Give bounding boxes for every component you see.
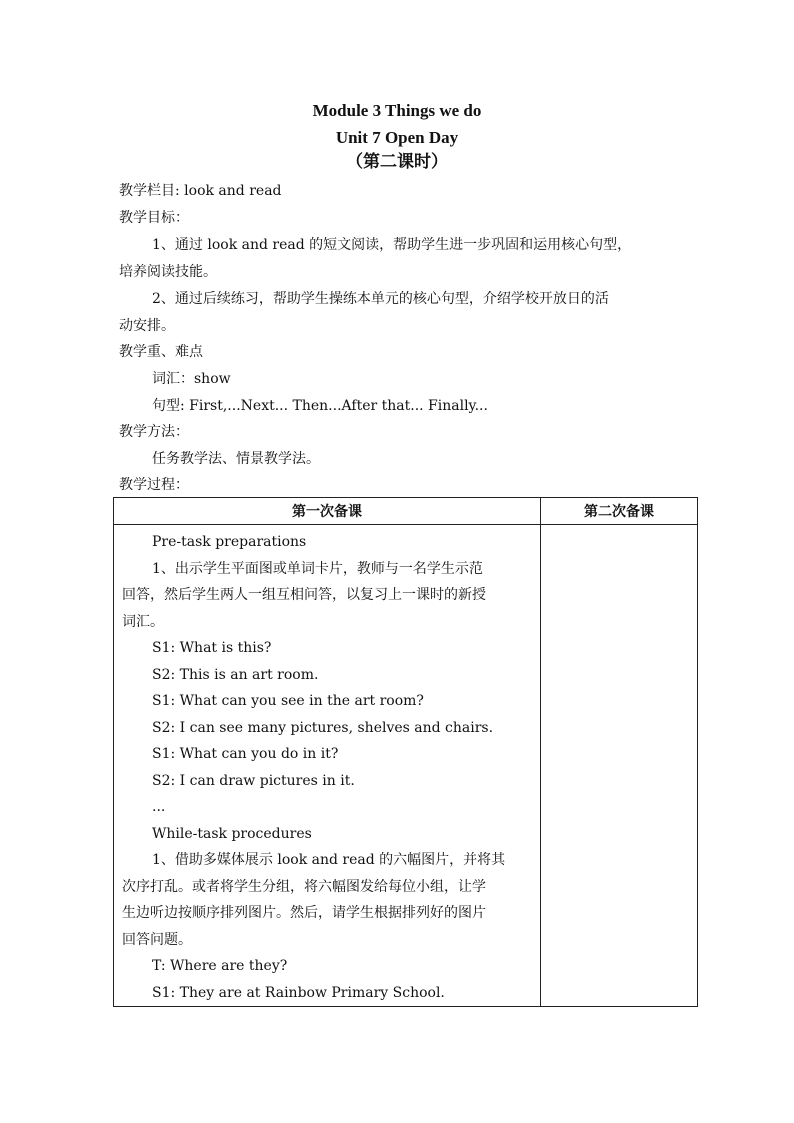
lesson-plan-table	[113, 497, 698, 1007]
first-prep-cell	[114, 525, 541, 1007]
first-prep-content	[114, 525, 540, 1006]
plan-line: S2: I can draw pictures in it.	[152, 772, 355, 789]
plan-line: T: Where are they?	[152, 958, 288, 974]
table-body-row	[114, 525, 698, 1007]
table-header-row	[114, 498, 698, 525]
second-prep-header: 第二次备课	[541, 498, 698, 525]
goal-1-line-1: 1、通过 look and read 的短文阅读，帮助学生进一步巩固和运用核心句型，	[152, 237, 632, 253]
section-label: 教学栏目: look and read	[119, 183, 282, 199]
module-title: Module 3 Things we do	[312, 101, 482, 120]
unit-title: Unit 7 Open Day	[335, 128, 459, 147]
goal-1-line-2: 培养阅读技能。	[119, 264, 217, 280]
plan-line: While-task procedures	[152, 825, 312, 842]
plan-line: 1、出示学生平面图或单词卡片，教师与一名学生示范	[152, 560, 483, 577]
key-points-label: 教学重、难点	[119, 344, 203, 360]
first-prep-header: 第一次备课	[114, 498, 541, 525]
goals-label: 教学目标：	[119, 210, 189, 226]
plan-line: S1: What can you see in the art room?	[152, 693, 424, 709]
plan-line: S2: I can see many pictures, shelves and chairs.	[152, 719, 494, 736]
second-prep-cell	[541, 525, 698, 1007]
plan-line: S2: This is an art room.	[152, 666, 319, 683]
plan-line: 词汇。	[122, 613, 164, 630]
plan-line: 次序打乱。或者将学生分组，将六幅图发给每位小组，让学	[122, 878, 486, 895]
plan-line: S1: They are at Rainbow Primary School.	[152, 984, 445, 1001]
plan-line: 回答，然后学生两人一组互相问答，以复习上一课时的新授	[122, 587, 486, 603]
plan-line: 回答问题。	[122, 931, 192, 948]
sentence-pattern-line: 句型: First,...Next... Then...After that... Finally...	[152, 398, 488, 414]
process-label: 教学过程：	[119, 477, 189, 493]
plan-line: ...	[152, 799, 166, 815]
plan-line: 1、借助多媒体展示 look and read 的六幅图片，并将其	[152, 852, 506, 868]
lesson-number: （第二课时）	[346, 152, 448, 172]
plan-line: S1: What is this?	[152, 640, 272, 656]
plan-line: S1: What can you do in it?	[152, 746, 339, 762]
plan-line: Pre-task preparations	[152, 534, 307, 550]
methods-text: 任务教学法、情景教学法。	[152, 451, 320, 467]
goal-2-line-2: 动安排。	[119, 318, 175, 334]
plan-line: 生边听边按顺序排列图片。然后，请学生根据排列好的图片	[122, 905, 486, 921]
goal-2-line-1: 2、通过后续练习，帮助学生操练本单元的核心句型，介绍学校开放日的活	[152, 291, 609, 307]
vocabulary-line: 词汇：show	[152, 371, 231, 387]
methods-label: 教学方法：	[119, 424, 189, 440]
